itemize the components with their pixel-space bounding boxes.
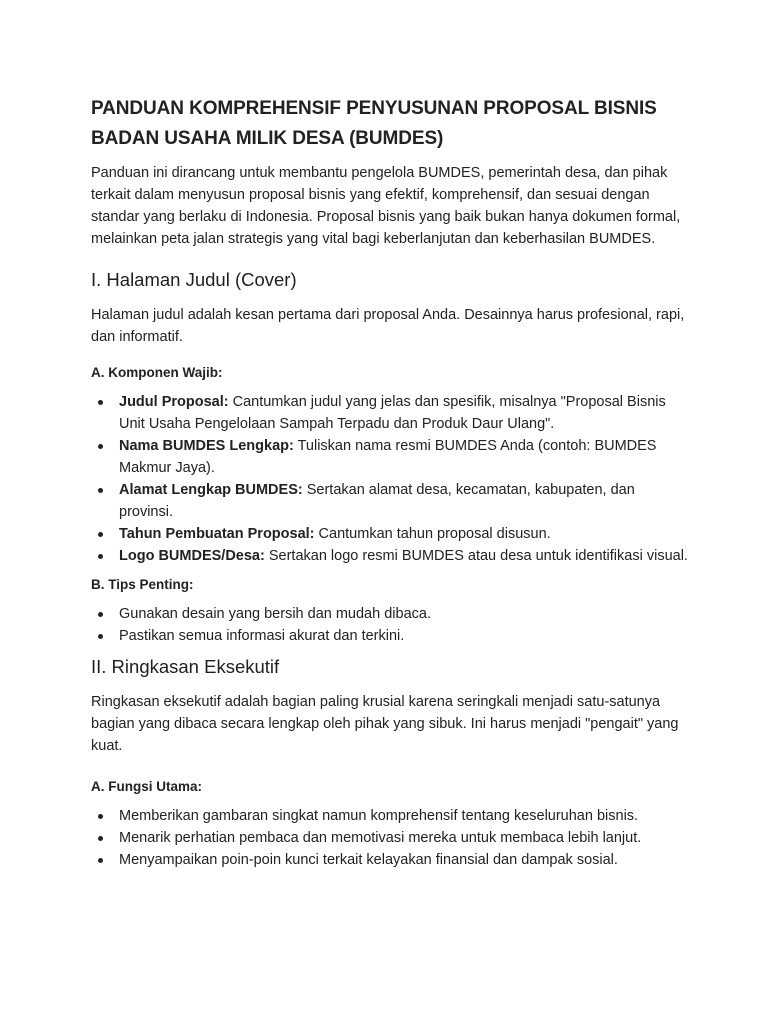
section-2a-heading: A. Fungsi Utama:	[91, 779, 203, 794]
intro-paragraph: Panduan ini dirancang untuk membantu pengelola BUMDES, pemerintah desa, dan pihak terkait dalam menyusun proposal bisnis yang efektif, komprehensif, dan sesuai dengan standar yang berlaku di Indonesia. Proposal bisnis yang baik bukan hanya dokumen formal, melainkan peta jalan strategis yang vital bagi keberlanjutan dan keberhasilan BUMDES.	[91, 165, 681, 247]
list-item-text: Gunakan desain yang bersih dan mudah dibaca.	[119, 606, 431, 622]
list-item	[91, 603, 691, 625]
section-1-heading: I. Halaman Judul (Cover)	[91, 269, 297, 290]
list-item-label: Judul Proposal:	[119, 394, 229, 410]
bullet-icon	[98, 836, 103, 841]
list-item-text: Pastikan semua informasi akurat dan terkini.	[119, 628, 405, 644]
list-item-label: Nama BUMDES Lengkap:	[119, 438, 294, 454]
list-item-text: Menyampaikan poin-poin kunci terkait kelayakan finansial dan dampak sosial.	[119, 852, 618, 868]
tips-list	[91, 603, 691, 647]
main-functions-list	[91, 805, 691, 871]
list-item-text: Sertakan logo resmi BUMDES atau desa untuk identifikasi visual.	[264, 548, 688, 564]
list-item	[91, 849, 691, 871]
list-item-text: Menarik perhatian pembaca dan memotivasi mereka untuk membaca lebih lanjut.	[119, 830, 642, 846]
list-item-text: Cantumkan judul yang jelas dan spesifik, misalnya "Proposal Bisnis Unit Usaha Pengelolaan Sampah Terpadu dan Produk Daur Ulang".	[119, 394, 666, 432]
list-item-label: Alamat Lengkap BUMDES:	[119, 482, 303, 498]
list-item	[91, 805, 691, 827]
list-item	[91, 625, 691, 647]
bullet-icon	[98, 444, 103, 449]
bullet-icon	[98, 532, 103, 537]
list-item-text: Tuliskan nama resmi BUMDES Anda (contoh: BUMDES Makmur Jaya).	[119, 438, 657, 476]
bullet-icon	[98, 612, 103, 617]
section-2-heading: II. Ringkasan Eksekutif	[91, 656, 280, 677]
bullet-icon	[98, 400, 103, 405]
document-page	[91, 94, 691, 879]
list-item-label: Tahun Pembuatan Proposal:	[119, 526, 315, 542]
list-item-text: Memberikan gambaran singkat namun komprehensif tentang keseluruhan bisnis.	[119, 808, 639, 824]
list-item-text: Cantumkan tahun proposal disusun.	[314, 526, 551, 542]
section-1-paragraph: Halaman judul adalah kesan pertama dari proposal Anda. Desainnya harus profesional, rapi, dan informatif.	[91, 307, 685, 345]
document-title-line-2: BADAN USAHA MILIK DESA (BUMDES)	[91, 128, 444, 149]
bullet-icon	[98, 634, 103, 639]
list-item	[91, 479, 691, 523]
list-item	[91, 391, 691, 435]
bullet-icon	[98, 488, 103, 493]
document-title	[91, 94, 691, 154]
document-title-line-1: PANDUAN KOMPREHENSIF PENYUSUNAN PROPOSAL BISNIS	[91, 98, 657, 119]
list-item	[91, 435, 691, 479]
list-item	[91, 523, 691, 545]
mandatory-components-list	[91, 391, 691, 567]
bullet-icon	[98, 554, 103, 559]
list-item-label: Logo BUMDES/Desa:	[119, 548, 265, 564]
section-2-paragraph: Ringkasan eksekutif adalah bagian paling krusial karena seringkali menjadi satu-satunya bagian yang dibaca secara lengkap oleh pihak yang sibuk. Ini harus menjadi "pengait" yang kuat.	[91, 694, 679, 754]
list-item	[91, 827, 691, 849]
list-item-text: Sertakan alamat desa, kecamatan, kabupaten, dan provinsi.	[119, 482, 635, 520]
section-1a-heading: A. Komponen Wajib:	[91, 365, 223, 380]
list-item	[91, 545, 691, 567]
bullet-icon	[98, 814, 103, 819]
section-1b-heading: B. Tips Penting:	[91, 577, 194, 592]
bullet-icon	[98, 858, 103, 863]
